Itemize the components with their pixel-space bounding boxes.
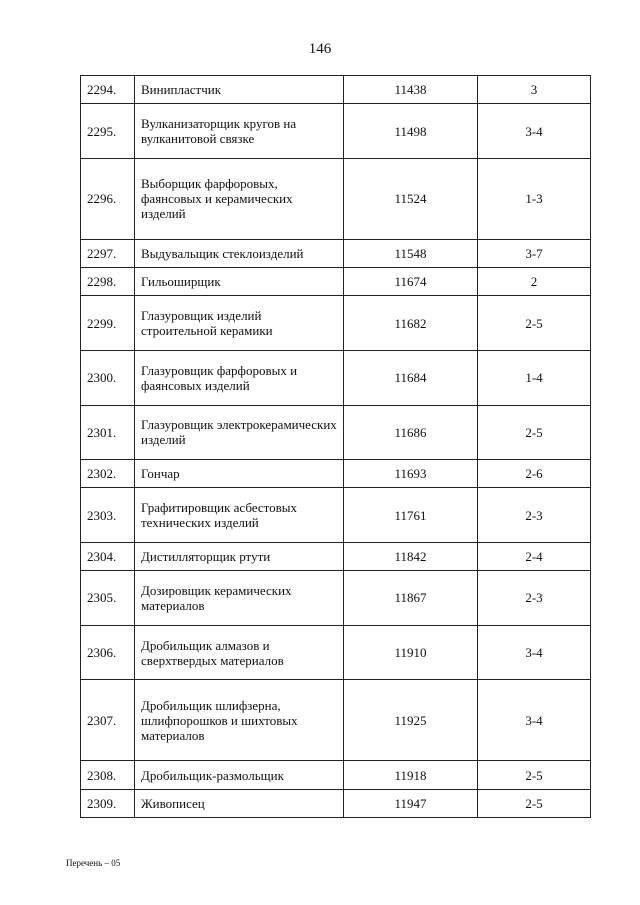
grade-range: 1-4 bbox=[478, 350, 591, 405]
table-row bbox=[81, 405, 591, 460]
profession-code: 11682 bbox=[344, 296, 478, 351]
table-row bbox=[81, 488, 591, 543]
table-body bbox=[81, 76, 591, 818]
profession-code: 11910 bbox=[344, 625, 478, 680]
grade-range: 3-4 bbox=[478, 625, 591, 680]
row-number: 2295. bbox=[81, 104, 135, 159]
table-row bbox=[81, 104, 591, 159]
profession-code: 11947 bbox=[344, 789, 478, 817]
table-row bbox=[81, 571, 591, 626]
table-row bbox=[81, 460, 591, 488]
row-number: 2296. bbox=[81, 158, 135, 239]
grade-range: 2-5 bbox=[478, 296, 591, 351]
profession-code: 11686 bbox=[344, 405, 478, 460]
profession-name: Выборщик фарфоровых, фаянсовых и керамических изделий bbox=[135, 158, 344, 239]
profession-name: Глазуровщик фарфоровых и фаянсовых изделий bbox=[135, 350, 344, 405]
profession-code: 11438 bbox=[344, 76, 478, 104]
profession-name: Графитировщик асбестовых технических изделий bbox=[135, 488, 344, 543]
grade-range: 2-4 bbox=[478, 542, 591, 570]
table-row bbox=[81, 350, 591, 405]
profession-name: Глазуровщик изделий строительной керамики bbox=[135, 296, 344, 351]
row-number: 2305. bbox=[81, 571, 135, 626]
row-number: 2303. bbox=[81, 488, 135, 543]
grade-range: 3-4 bbox=[478, 104, 591, 159]
row-number: 2307. bbox=[81, 680, 135, 761]
row-number: 2301. bbox=[81, 405, 135, 460]
profession-code: 11548 bbox=[344, 239, 478, 267]
profession-name: Дистилляторщик ртути bbox=[135, 542, 344, 570]
table-row bbox=[81, 296, 591, 351]
grade-range: 3 bbox=[478, 76, 591, 104]
profession-code: 11693 bbox=[344, 460, 478, 488]
profession-name: Вулканизаторщик кругов на вулканитовой связке bbox=[135, 104, 344, 159]
profession-name: Гончар bbox=[135, 460, 344, 488]
profession-name: Дробильщик-размольщик bbox=[135, 761, 344, 789]
row-number: 2304. bbox=[81, 542, 135, 570]
profession-name: Выдувальщик стеклоизделий bbox=[135, 239, 344, 267]
table-row bbox=[81, 268, 591, 296]
profession-code: 11674 bbox=[344, 268, 478, 296]
row-number: 2294. bbox=[81, 76, 135, 104]
row-number: 2309. bbox=[81, 789, 135, 817]
profession-code: 11925 bbox=[344, 680, 478, 761]
grade-range: 2-6 bbox=[478, 460, 591, 488]
grade-range: 1-3 bbox=[478, 158, 591, 239]
profession-code: 11842 bbox=[344, 542, 478, 570]
table-row bbox=[81, 625, 591, 680]
profession-name: Живописец bbox=[135, 789, 344, 817]
row-number: 2308. bbox=[81, 761, 135, 789]
profession-code: 11918 bbox=[344, 761, 478, 789]
professions-table bbox=[80, 75, 591, 818]
profession-name: Дозировщик керамических материалов bbox=[135, 571, 344, 626]
grade-range: 2-5 bbox=[478, 405, 591, 460]
profession-name: Глазуровщик электрокерамических изделий bbox=[135, 405, 344, 460]
profession-code: 11524 bbox=[344, 158, 478, 239]
row-number: 2299. bbox=[81, 296, 135, 351]
profession-name: Дробильщик алмазов и сверхтвердых материалов bbox=[135, 625, 344, 680]
profession-code: 11684 bbox=[344, 350, 478, 405]
table-row bbox=[81, 158, 591, 239]
table-row bbox=[81, 76, 591, 104]
footer-note: Перечень – 05 bbox=[66, 858, 121, 868]
grade-range: 3-4 bbox=[478, 680, 591, 761]
table-row bbox=[81, 789, 591, 817]
profession-name: Гильоширщик bbox=[135, 268, 344, 296]
table-row bbox=[81, 680, 591, 761]
table-row bbox=[81, 239, 591, 267]
profession-code: 11867 bbox=[344, 571, 478, 626]
profession-code: 11761 bbox=[344, 488, 478, 543]
grade-range: 2-5 bbox=[478, 761, 591, 789]
table-row bbox=[81, 761, 591, 789]
profession-name: Дробильщик шлифзерна, шлифпорошков и шихтовых материалов bbox=[135, 680, 344, 761]
grade-range: 2-3 bbox=[478, 488, 591, 543]
grade-range: 2-3 bbox=[478, 571, 591, 626]
grade-range: 3-7 bbox=[478, 239, 591, 267]
row-number: 2306. bbox=[81, 625, 135, 680]
grade-range: 2 bbox=[478, 268, 591, 296]
profession-code: 11498 bbox=[344, 104, 478, 159]
profession-name: Винипластчик bbox=[135, 76, 344, 104]
row-number: 2300. bbox=[81, 350, 135, 405]
row-number: 2298. bbox=[81, 268, 135, 296]
grade-range: 2-5 bbox=[478, 789, 591, 817]
row-number: 2297. bbox=[81, 239, 135, 267]
table-row bbox=[81, 542, 591, 570]
page-number: 146 bbox=[308, 41, 332, 57]
row-number: 2302. bbox=[81, 460, 135, 488]
